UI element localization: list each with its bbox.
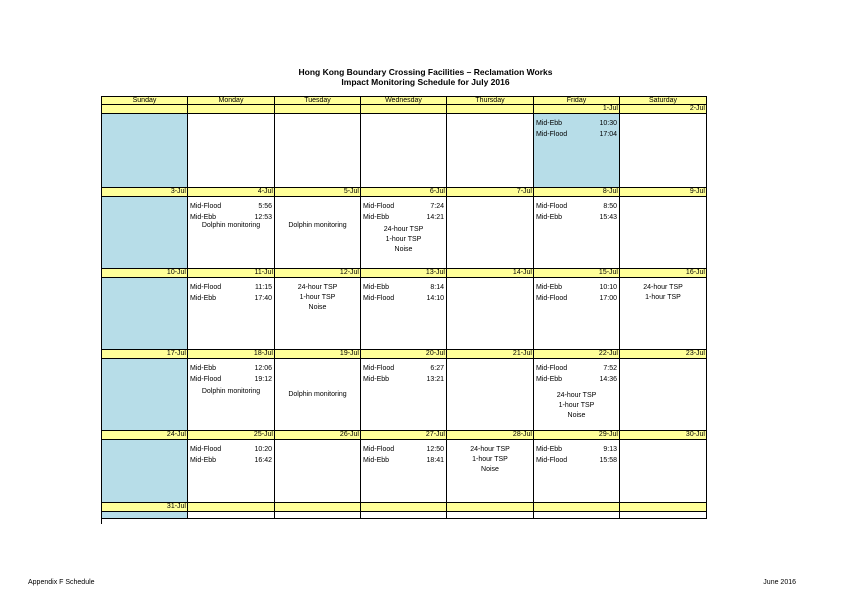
day-header-sunday: Sunday <box>102 97 188 105</box>
date-label: 19-Jul <box>275 350 361 359</box>
footer-right: June 2016 <box>763 579 796 586</box>
monitoring-note: 24-hour TSP <box>297 284 338 291</box>
day-cell <box>275 197 361 269</box>
day-header-friday: Friday <box>534 97 620 105</box>
date-label: 25-Jul <box>188 431 275 440</box>
date-label: 8-Jul <box>534 188 620 197</box>
date-label: 3-Jul <box>102 188 188 197</box>
date-label: 30-Jul <box>620 431 707 440</box>
day-cell <box>534 278 620 350</box>
monitoring-note: Noise <box>481 466 499 473</box>
tide-entry: Mid-Ebb 8:14 <box>363 284 444 291</box>
week-row <box>102 512 707 519</box>
tide-entry: Mid-Ebb 12:06 <box>190 365 272 372</box>
date-label: 24-Jul <box>102 431 188 440</box>
monitoring-note: 1-hour TSP <box>299 294 336 301</box>
date-label: 28-Jul <box>447 431 534 440</box>
day-header-monday: Monday <box>188 97 275 105</box>
day-cell <box>447 359 534 431</box>
date-row <box>102 431 707 440</box>
tide-entry: Mid-Flood 11:15 <box>190 284 272 291</box>
tide-entry: Mid-Flood 14:10 <box>363 295 444 302</box>
document-title: Hong Kong Boundary Crossing Facilities – Reclamation Works <box>298 67 553 77</box>
day-cell <box>102 197 188 269</box>
day-cell <box>620 359 707 431</box>
tide-entry: Mid-Flood 17:04 <box>536 131 617 138</box>
date-label <box>275 503 361 512</box>
date-label: 21-Jul <box>447 350 534 359</box>
monitoring-note: 1-hour TSP <box>385 236 422 243</box>
tide-entry: Mid-Flood 17:00 <box>536 295 617 302</box>
monitoring-note: 1-hour TSP <box>472 456 508 463</box>
date-label <box>447 105 534 114</box>
date-row <box>102 269 707 278</box>
monitoring-note: Dolphin monitoring <box>288 391 347 398</box>
date-label: 15-Jul <box>534 269 620 278</box>
week-row <box>102 440 707 503</box>
day-cell <box>361 512 447 519</box>
date-label: 29-Jul <box>534 431 620 440</box>
day-cell <box>275 114 361 188</box>
day-cell <box>102 512 188 519</box>
monitoring-note: 24-hour TSP <box>643 284 683 291</box>
date-row <box>102 503 707 512</box>
monitoring-note: 1-hour TSP <box>645 294 681 301</box>
day-cell <box>620 278 707 350</box>
tide-entry: Mid-Flood 6:27 <box>363 365 444 372</box>
tide-entry: Mid-Ebb 15:43 <box>536 214 617 221</box>
day-cell <box>620 114 707 188</box>
tide-entry: Mid-Ebb 9:13 <box>536 446 617 453</box>
day-cell <box>361 114 447 188</box>
tide-entry: Mid-Flood 8:50 <box>536 203 617 210</box>
day-cell <box>188 359 275 431</box>
date-label: 31-Jul <box>102 503 188 512</box>
tide-entry: Mid-Ebb 14:21 <box>363 214 444 221</box>
date-label: 16-Jul <box>620 269 707 278</box>
date-label: 1-Jul <box>534 105 620 114</box>
day-header-thursday: Thursday <box>447 97 534 105</box>
tide-entry: Mid-Flood 19:12 <box>190 376 272 383</box>
date-label: 12-Jul <box>275 269 361 278</box>
day-header-saturday: Saturday <box>620 97 707 105</box>
day-cell <box>620 197 707 269</box>
tide-entry: Mid-Ebb 13:21 <box>363 376 444 383</box>
day-cell <box>102 440 188 503</box>
date-label: 9-Jul <box>620 188 707 197</box>
date-label: 5-Jul <box>275 188 361 197</box>
day-cell <box>188 440 275 503</box>
weekday-header-row <box>102 97 707 105</box>
day-cell <box>361 197 447 269</box>
monitoring-note: Noise <box>567 412 586 419</box>
monitoring-note: Noise <box>394 246 413 253</box>
tide-entry: Mid-Ebb 10:10 <box>536 284 617 291</box>
monitoring-note: 1-hour TSP <box>558 402 595 409</box>
date-label <box>102 105 188 114</box>
day-header-tuesday: Tuesday <box>275 97 361 105</box>
tide-entry: Mid-Flood 15:58 <box>536 457 617 464</box>
day-cell <box>102 278 188 350</box>
footer-left: Appendix F Schedule <box>28 579 95 586</box>
date-label <box>447 503 534 512</box>
day-cell <box>275 359 361 431</box>
date-label: 17-Jul <box>102 350 188 359</box>
calendar-grid <box>101 96 707 524</box>
day-cell <box>447 114 534 188</box>
monitoring-note: 24-hour TSP <box>556 392 597 399</box>
day-cell <box>188 197 275 269</box>
tide-entry: Mid-Flood 7:24 <box>363 203 444 210</box>
monitoring-note: 24-hour TSP <box>383 226 424 233</box>
day-cell <box>188 278 275 350</box>
date-label: 2-Jul <box>620 105 707 114</box>
week-row <box>102 197 707 269</box>
date-row <box>102 188 707 197</box>
date-label <box>534 503 620 512</box>
week-row <box>102 278 707 350</box>
monitoring-note: Dolphin monitoring <box>288 222 347 229</box>
day-cell <box>620 512 707 519</box>
day-cell <box>361 359 447 431</box>
day-cell <box>188 114 275 188</box>
day-cell <box>447 440 534 503</box>
tide-entry: Mid-Ebb 18:41 <box>363 457 444 464</box>
tide-entry: Mid-Ebb 17:40 <box>190 295 272 302</box>
day-cell <box>102 114 188 188</box>
day-cell <box>102 359 188 431</box>
day-cell <box>275 512 361 519</box>
day-cell <box>361 278 447 350</box>
date-label: 11-Jul <box>188 269 275 278</box>
date-label <box>275 105 361 114</box>
date-label <box>620 503 707 512</box>
day-cell <box>361 440 447 503</box>
date-row <box>102 350 707 359</box>
tide-entry: Mid-Flood 5:56 <box>190 203 272 210</box>
date-label: 6-Jul <box>361 188 447 197</box>
date-label: 22-Jul <box>534 350 620 359</box>
date-label: 4-Jul <box>188 188 275 197</box>
monitoring-note: Noise <box>308 304 327 311</box>
date-label: 27-Jul <box>361 431 447 440</box>
tide-entry: Mid-Flood 10:20 <box>190 446 272 453</box>
date-label: 7-Jul <box>447 188 534 197</box>
day-cell <box>447 197 534 269</box>
date-row <box>102 105 707 114</box>
tide-entry: Mid-Ebb 12:53 <box>190 214 272 221</box>
date-label: 14-Jul <box>447 269 534 278</box>
day-cell <box>447 512 534 519</box>
date-label: 23-Jul <box>620 350 707 359</box>
day-cell <box>447 278 534 350</box>
tide-entry: Mid-Flood 7:52 <box>536 365 617 372</box>
tide-entry: Mid-Ebb 14:36 <box>536 376 617 383</box>
tide-entry: Mid-Ebb 10:30 <box>536 120 617 127</box>
document-subtitle: Impact Monitoring Schedule for July 2016 <box>341 77 510 87</box>
week-row <box>102 359 707 431</box>
day-cell <box>534 440 620 503</box>
day-header-wednesday: Wednesday <box>361 97 447 105</box>
day-cell <box>534 359 620 431</box>
date-label: 18-Jul <box>188 350 275 359</box>
day-cell <box>188 512 275 519</box>
day-cell <box>275 440 361 503</box>
week-row <box>102 114 707 188</box>
monitoring-note: 24-hour TSP <box>470 446 510 453</box>
monitoring-note: Dolphin monitoring <box>201 222 261 229</box>
day-cell <box>620 440 707 503</box>
tide-entry: Mid-Ebb 16:42 <box>190 457 272 464</box>
monitoring-note: Dolphin monitoring <box>201 388 261 395</box>
day-cell <box>534 512 620 519</box>
date-label <box>361 105 447 114</box>
date-label <box>361 503 447 512</box>
date-label: 20-Jul <box>361 350 447 359</box>
day-cell <box>534 114 620 188</box>
tide-entry: Mid-Flood 12:50 <box>363 446 444 453</box>
date-label <box>188 503 275 512</box>
day-cell <box>534 197 620 269</box>
date-label <box>188 105 275 114</box>
date-label: 13-Jul <box>361 269 447 278</box>
date-label: 10-Jul <box>102 269 188 278</box>
day-cell <box>275 278 361 350</box>
date-label: 26-Jul <box>275 431 361 440</box>
